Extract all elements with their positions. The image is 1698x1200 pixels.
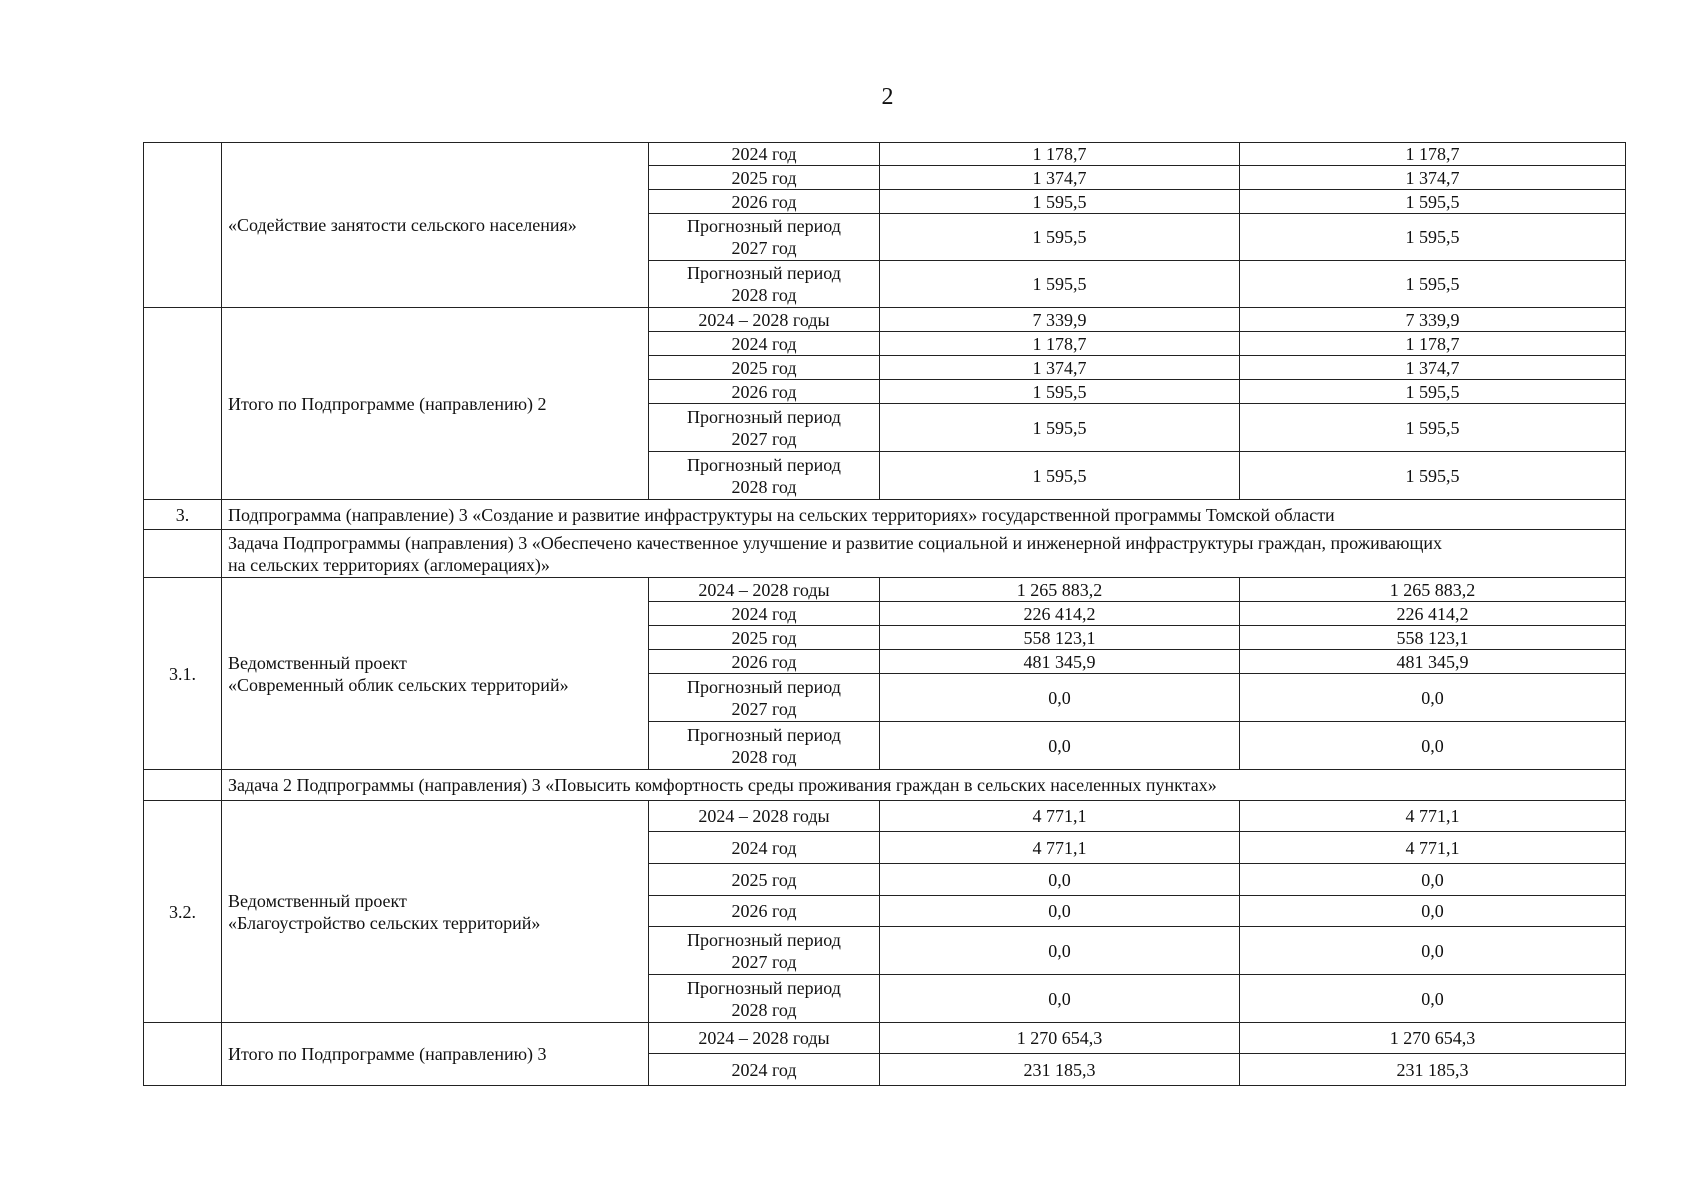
text-line: 2024 год [731,837,797,858]
period-cell [649,801,880,832]
table-row [144,1023,1626,1054]
period-cell [649,1023,880,1054]
text-line: 2027 год [731,238,797,258]
item-name [222,143,649,308]
budget-value: 231 185,3 [1240,1054,1626,1086]
total-value: 1 595,5 [880,261,1240,308]
item-name [222,578,649,770]
text-line: Задача 2 Подпрограммы (направления) 3 «Повысить комфортность среды проживания граждан в сельских населенных пунктах» [228,775,1217,795]
table-row [144,143,1626,166]
total-value: 0,0 [880,674,1240,722]
text-line: 2028 год [731,476,797,497]
text-line: Прогнозный период [687,929,841,950]
budget-value: 481 345,9 [1240,650,1626,674]
row-number [144,143,222,308]
text-line: 2024 – 2028 годы [698,579,830,600]
text-line: Прогнозный период [687,977,841,998]
text-line: Прогнозный период [687,406,841,427]
text-line: 2025 год [731,869,797,890]
row-number: 3.2. [144,801,222,1023]
text-line: «Современный облик сельских территорий» [228,674,569,695]
row-number [144,530,222,578]
period-cell [649,975,880,1023]
text-line: 2025 год [731,627,797,648]
budget-table [143,142,1626,1086]
period-cell [649,380,880,404]
row-number: 3. [144,500,222,530]
period-cell [649,927,880,975]
period-cell [649,896,880,927]
total-value: 1 178,7 [880,332,1240,356]
section-title [222,770,1626,801]
text-line: Итого по Подпрограмме (направлению) 2 [228,393,547,414]
text-line: 2024 год [731,333,797,354]
text-line: 2028 год [731,285,797,305]
text-line: 2026 год [731,381,797,402]
budget-value: 1 595,5 [1240,190,1626,214]
text-line: «Благоустройство сельских территорий» [228,912,541,933]
total-value: 226 414,2 [880,602,1240,626]
text-line: 2024 год [731,144,797,164]
budget-value: 1 374,7 [1240,356,1626,380]
period-cell [649,308,880,332]
page-number: 2 [881,84,894,110]
row-number [144,308,222,500]
total-value: 1 270 654,3 [880,1023,1240,1054]
period-cell [649,404,880,452]
total-value: 0,0 [880,896,1240,927]
total-value: 1 374,7 [880,356,1240,380]
text-line: 2028 год [731,746,797,767]
text-line: 2025 год [731,167,797,188]
total-value: 1 595,5 [880,380,1240,404]
text-line: «Содействие занятости сельского населения» [228,215,577,235]
budget-value: 1 178,7 [1240,143,1626,166]
budget-value: 1 374,7 [1240,166,1626,190]
section-row [144,500,1626,530]
section-title [222,500,1626,530]
total-value: 1 265 883,2 [880,578,1240,602]
text-line: 2026 год [731,651,797,672]
total-value: 0,0 [880,975,1240,1023]
text-line: Прогнозный период [687,724,841,745]
table-row [144,801,1626,832]
section-title [222,530,1626,578]
text-line: Прогнозный период [687,216,841,236]
total-value: 1 595,5 [880,452,1240,500]
budget-value: 1 595,5 [1240,380,1626,404]
period-cell [649,143,880,166]
budget-value: 4 771,1 [1240,801,1626,832]
total-value: 1 374,7 [880,166,1240,190]
total-value: 1 595,5 [880,404,1240,452]
text-line: Ведомственный проект [228,890,407,911]
budget-value: 0,0 [1240,674,1626,722]
period-cell [649,452,880,500]
budget-value: 0,0 [1240,975,1626,1023]
budget-value: 4 771,1 [1240,832,1626,864]
budget-value: 1 270 654,3 [1240,1023,1626,1054]
text-line: Прогнозный период [687,454,841,475]
budget-value: 1 178,7 [1240,332,1626,356]
text-line: Подпрограмма (направление) 3 «Создание и развитие инфраструктуры на сельских территориях» государственной программы Томской области [228,504,1335,525]
budget-value: 1 595,5 [1240,214,1626,261]
budget-value: 1 595,5 [1240,261,1626,308]
budget-value: 0,0 [1240,927,1626,975]
period-cell [649,214,880,261]
period-cell [649,832,880,864]
period-cell [649,166,880,190]
budget-value: 1 265 883,2 [1240,578,1626,602]
period-cell [649,356,880,380]
period-cell [649,650,880,674]
item-name [222,308,649,500]
text-line: на сельских территориях (агломерациях)» [228,554,550,575]
total-value: 481 345,9 [880,650,1240,674]
text-line: 2028 год [731,999,797,1020]
text-line: 2027 год [731,698,797,719]
period-cell [649,578,880,602]
text-line: 2026 год [731,191,797,212]
text-line: Ведомственный проект [228,652,407,673]
table-row [144,308,1626,332]
budget-value: 226 414,2 [1240,602,1626,626]
text-line: 2025 год [731,357,797,378]
table-row [144,578,1626,602]
total-value: 1 595,5 [880,190,1240,214]
period-cell [649,626,880,650]
budget-value: 1 595,5 [1240,452,1626,500]
total-value: 4 771,1 [880,801,1240,832]
period-cell [649,261,880,308]
budget-value: 0,0 [1240,722,1626,770]
total-value: 1 595,5 [880,214,1240,261]
budget-value: 558 123,1 [1240,626,1626,650]
period-cell [649,190,880,214]
item-name [222,1023,649,1086]
budget-value: 0,0 [1240,864,1626,896]
row-number [144,1023,222,1086]
table-body [144,143,1626,1086]
row-number [144,770,222,801]
text-line: Прогнозный период [687,676,841,697]
item-name [222,801,649,1023]
total-value: 558 123,1 [880,626,1240,650]
budget-value: 0,0 [1240,896,1626,927]
period-cell [649,332,880,356]
period-cell [649,722,880,770]
text-line: 2026 год [731,901,797,921]
text-line: 2024 год [731,1059,797,1080]
text-line: 2024 год [731,603,797,624]
total-value: 0,0 [880,864,1240,896]
period-cell [649,864,880,896]
total-value: 4 771,1 [880,832,1240,864]
text-line: 2024 – 2028 годы [698,806,830,826]
text-line: Прогнозный период [687,263,841,283]
total-value: 0,0 [880,722,1240,770]
period-cell [649,1054,880,1086]
budget-value: 7 339,9 [1240,308,1626,332]
row-number: 3.1. [144,578,222,770]
budget-value: 1 595,5 [1240,404,1626,452]
total-value: 1 178,7 [880,143,1240,166]
text-line: 2024 – 2028 годы [698,1028,830,1048]
text-line: 2027 год [731,428,797,449]
period-cell [649,602,880,626]
total-value: 231 185,3 [880,1054,1240,1086]
section-row [144,770,1626,801]
text-line: Итого по Подпрограмме (направлению) 3 [228,1044,547,1064]
total-value: 7 339,9 [880,308,1240,332]
text-line: 2024 – 2028 годы [698,309,830,330]
text-line: 2027 год [731,951,797,972]
text-line: Задача Подпрограммы (направления) 3 «Обеспечено качественное улучшение и развитие социальной и инженерной инфраструктуры граждан, проживающих [228,532,1442,553]
section-row [144,530,1626,578]
total-value: 0,0 [880,927,1240,975]
period-cell [649,674,880,722]
